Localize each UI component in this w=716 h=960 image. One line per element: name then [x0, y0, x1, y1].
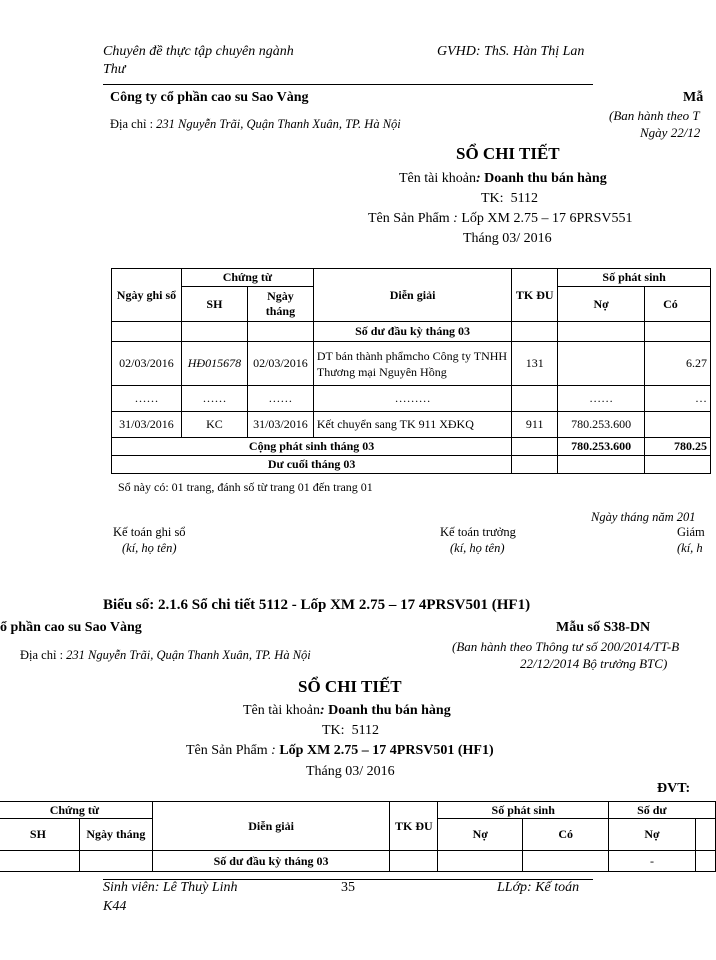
footer-divider	[103, 879, 593, 880]
signature-chief-sub: (kí, họ tên)	[450, 541, 505, 555]
empty-cell	[512, 456, 558, 474]
header-divider	[103, 84, 593, 85]
col-voucher-2: Chứng từ	[0, 802, 152, 819]
opening-balance: Số dư đầu kỳ tháng 03	[313, 322, 511, 342]
empty-cell	[512, 438, 558, 456]
closing-row	[112, 456, 711, 474]
row-tk: 911	[512, 412, 558, 438]
col-bal-debit-2: Nợ	[609, 819, 696, 851]
col-vdate-2: Ngày tháng	[79, 819, 152, 851]
month-line: Tháng 03/ 2016	[463, 231, 552, 246]
issued-line1: (Ban hành theo T	[609, 108, 700, 123]
issued-line1-2: (Ban hành theo Thông tư số 200/2014/TT-B	[452, 639, 680, 654]
empty-cell	[0, 851, 79, 872]
row-date: 31/03/2016	[112, 412, 182, 438]
opening-bal-value: -	[609, 851, 696, 872]
row-credit: …	[645, 386, 711, 412]
empty-cell	[112, 322, 182, 342]
month-line-2: Tháng 03/ 2016	[306, 764, 395, 779]
header-left-line1: Chuyên đề thực tập chuyên ngành	[103, 44, 294, 59]
row-vdate: ……	[247, 386, 313, 412]
closing-balance: Dư cuối tháng 03	[112, 456, 512, 474]
issued-line2: Ngày 22/12	[640, 125, 701, 140]
empty-cell	[558, 322, 645, 342]
table-row	[112, 386, 711, 412]
page-title-2: SỔ CHI TIẾT	[298, 677, 402, 696]
empty-cell	[695, 819, 715, 851]
footer-student-line2: K44	[103, 899, 127, 914]
ledger2-table	[0, 801, 716, 872]
col-desc: Diễn giải	[313, 269, 511, 322]
col-vdate: Ngày tháng	[247, 287, 313, 322]
empty-cell	[695, 851, 715, 872]
row-vdate: 31/03/2016	[247, 412, 313, 438]
empty-cell	[438, 851, 523, 872]
tk-line-2: TK: 5112	[322, 723, 380, 738]
row-credit	[645, 412, 711, 438]
total-credit: 780.25	[645, 438, 711, 456]
header-right: GVHD: ThS. Hàn Thị Lan	[437, 44, 585, 59]
account-line-2: Tên tài khoản: Doanh thu bán hàng	[243, 703, 451, 718]
empty-cell	[645, 456, 711, 474]
ledger1-table	[111, 268, 711, 474]
page-title: SỔ CHI TIẾT	[456, 144, 560, 163]
figure-caption: Biểu số: 2.1.6 Sổ chi tiết 5112 - Lốp XM 2.75 – 17 4PRSV501 (HF1)	[103, 597, 531, 613]
signature-accountant-title: Kế toán ghi sổ	[113, 525, 186, 539]
empty-cell	[645, 322, 711, 342]
total-debit: 780.253.600	[558, 438, 645, 456]
empty-cell	[247, 322, 313, 342]
col-balance-2: Số dư	[609, 802, 716, 819]
signature-accountant-sub: (kí, họ tên)	[122, 541, 177, 555]
col-tk: TK ĐU	[512, 269, 558, 322]
empty-cell	[181, 322, 247, 342]
col-amount-2: Số phát sinh	[438, 802, 609, 819]
address-line: Địa chỉ : 231 Nguyễn Trãi, Quận Thanh Xuân, TP. Hà Nội	[110, 117, 401, 131]
form-code: Mẫ	[683, 90, 704, 105]
col-date: Ngày ghi sổ	[112, 269, 182, 322]
tk-line: TK: 5112	[481, 191, 539, 206]
row-desc: ………	[313, 386, 511, 412]
empty-cell	[79, 851, 152, 872]
row-date: ……	[112, 386, 182, 412]
signature-director-sub: (kí, h	[677, 541, 703, 555]
unit-label: ĐVT:	[657, 781, 691, 796]
issued-line2-2: 22/12/2014 Bộ trưởng BTC)	[520, 656, 668, 671]
col-amount: Số phát sinh	[558, 269, 711, 287]
col-credit: Có	[645, 287, 711, 322]
col-tk-2: TK ĐU	[390, 802, 438, 851]
row-debit	[558, 342, 645, 386]
empty-cell	[390, 851, 438, 872]
product-line: Tên Sản Phẩm : Lốp XM 2.75 – 17 6PRSV551	[368, 211, 633, 226]
col-sh: SH	[181, 287, 247, 322]
row-tk	[512, 386, 558, 412]
empty-cell	[523, 851, 609, 872]
signature-director-title: Giám	[677, 525, 705, 539]
total-label: Cộng phát sinh tháng 03	[112, 438, 512, 456]
row-sh: KC	[181, 412, 247, 438]
page-number: 35	[341, 880, 355, 895]
date-line: Ngày tháng năm 201	[591, 510, 696, 524]
col-voucher: Chứng từ	[181, 269, 313, 287]
col-desc-2: Diễn giải	[152, 802, 390, 851]
row-desc: Kết chuyển sang TK 911 XĐKQ	[313, 412, 511, 438]
empty-cell	[558, 456, 645, 474]
signature-chief-title: Kế toán trưởng	[440, 525, 516, 539]
row-tk: 131	[512, 342, 558, 386]
form-code-2: Mẫu số S38-DN	[556, 620, 651, 635]
page-note: Sổ này có: 01 trang, đánh số từ trang 01 đến trang 01	[118, 480, 373, 494]
opening-balance-2: Số dư đầu kỳ tháng 03	[152, 851, 390, 872]
row-date: 02/03/2016	[112, 342, 182, 386]
col-debit: Nợ	[558, 287, 645, 322]
row-credit: 6.27	[645, 342, 711, 386]
row-debit: 780.253.600	[558, 412, 645, 438]
footer-student-line1: Sinh viên: Lê Thuỳ Linh	[103, 880, 238, 895]
company-name-2: ổ phần cao su Sao Vàng	[0, 620, 142, 635]
col-debit-2: Nợ	[438, 819, 523, 851]
total-row	[112, 438, 711, 456]
row-vdate: 02/03/2016	[247, 342, 313, 386]
footer-class: LLớp: Kế toán	[497, 880, 580, 895]
account-line: Tên tài khoản: Doanh thu bán hàng	[399, 171, 607, 186]
empty-cell	[512, 322, 558, 342]
row-sh: ……	[181, 386, 247, 412]
table-row	[112, 342, 711, 386]
company-name: Công ty cổ phần cao su Sao Vàng	[110, 90, 309, 105]
table-row	[112, 412, 711, 438]
header-left-line2: Thư	[103, 62, 126, 77]
col-credit-2: Có	[523, 819, 609, 851]
row-debit: ……	[558, 386, 645, 412]
address-line-2: Địa chỉ : 231 Nguyễn Trãi, Quận Thanh Xuân, TP. Hà Nội	[20, 648, 311, 662]
row-desc: DT bán thành phẩmcho Công ty TNHH Thương mại Nguyên Hồng	[313, 342, 511, 386]
row-sh: HĐ015678	[181, 342, 247, 386]
product-line-2: Tên Sản Phẩm : Lốp XM 2.75 – 17 4PRSV501 (HF1)	[186, 743, 494, 758]
col-sh-2: SH	[0, 819, 79, 851]
